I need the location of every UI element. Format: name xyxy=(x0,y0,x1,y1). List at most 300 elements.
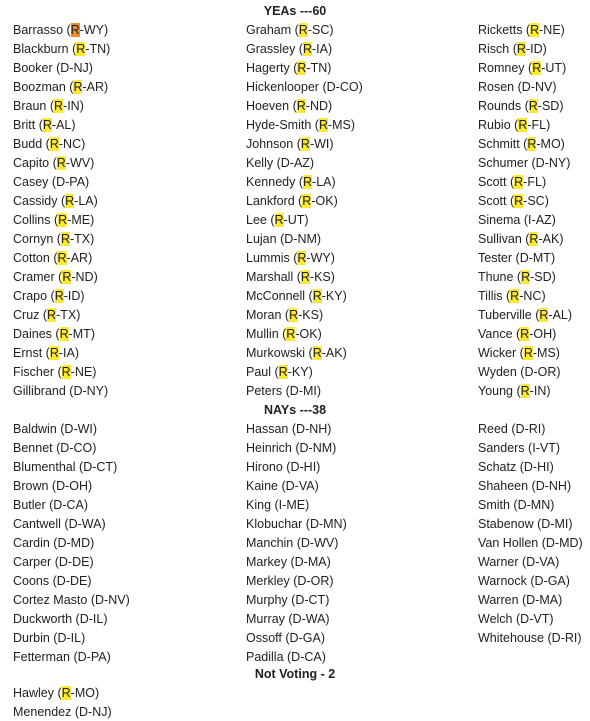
party-letter: R xyxy=(70,23,80,37)
senator-entry: Carper (D-DE) xyxy=(13,555,94,569)
senator-name: Braun xyxy=(13,99,47,113)
senator-entry: Barrasso (R-WY) xyxy=(13,23,109,37)
state-code: MO xyxy=(74,686,95,700)
party-letter: D xyxy=(58,555,68,569)
senator-entry: Van Hollen (D-MD) xyxy=(478,536,583,550)
party-letter: R xyxy=(73,80,83,94)
senator-name: Tester xyxy=(478,251,513,265)
senator-entry: Schatz (D-HI) xyxy=(478,460,554,474)
party-letter: D xyxy=(83,460,93,474)
state-code: UT xyxy=(287,213,305,227)
senator-name: Hoeven xyxy=(246,99,290,113)
senator-name: Daines xyxy=(13,327,52,341)
party-letter: D xyxy=(53,498,63,512)
senator-entry: Lujan (D-NM) xyxy=(246,232,322,246)
state-code: DE xyxy=(69,574,88,588)
party-letter: D xyxy=(56,479,66,493)
party-letter: D xyxy=(289,384,299,398)
state-code: NE xyxy=(74,365,93,379)
party-letter: D xyxy=(519,251,529,265)
senator-name: Brown xyxy=(13,479,49,493)
senator-name: Romney xyxy=(478,61,525,75)
senator-name: Cornyn xyxy=(13,232,54,246)
senator-entry: Lee (R-UT) xyxy=(246,213,309,227)
senator-entry: Shaheen (D-NH) xyxy=(478,479,572,493)
party-letter: R xyxy=(520,327,530,341)
senator-name: Casey xyxy=(13,175,49,189)
senator-name: Cotton xyxy=(13,251,50,265)
state-code: CA xyxy=(304,650,322,664)
party-letter: R xyxy=(61,365,71,379)
senator-entry: Schmitt (R-MO) xyxy=(478,137,565,151)
senator-name: Carper xyxy=(13,555,52,569)
state-code: NY xyxy=(86,384,105,398)
senator-name: Hyde-Smith xyxy=(246,118,312,132)
state-code: ND xyxy=(75,270,94,284)
party-letter: D xyxy=(299,441,309,455)
state-code: MT xyxy=(72,327,91,341)
senator-entry: Peters (D-MI) xyxy=(246,384,322,398)
state-code: CA xyxy=(66,498,84,512)
senator-entry: Young (R-IN) xyxy=(478,384,551,398)
party-letter: D xyxy=(523,460,533,474)
senator-name: Blumenthal xyxy=(13,460,76,474)
senator-name: Budd xyxy=(13,137,43,151)
senator-name: Smith xyxy=(478,498,510,512)
party-letter: D xyxy=(57,536,67,550)
state-code: WI xyxy=(314,137,330,151)
senator-name: Reed xyxy=(478,422,508,436)
senator-name: Bennet xyxy=(13,441,53,455)
senator-name: Klobuchar xyxy=(246,517,303,531)
state-code: OH xyxy=(69,479,89,493)
senator-entry: Durbin (D-IL) xyxy=(13,631,86,645)
senator-name: Johnson xyxy=(246,137,294,151)
senator-name: Paul xyxy=(246,365,272,379)
senator-entry: Mullin (R-OK) xyxy=(246,327,322,341)
party-letter: R xyxy=(510,289,520,303)
party-letter: R xyxy=(297,251,307,265)
state-code: MN xyxy=(530,498,551,512)
senator-entry: Heinrich (D-NM) xyxy=(246,441,337,455)
senator-name: Cramer xyxy=(13,270,55,284)
state-code: TN xyxy=(89,42,107,56)
senator-entry: Graham (R-SC) xyxy=(246,23,334,37)
senator-name: Blackburn xyxy=(13,42,69,56)
senator-name: Scott xyxy=(478,175,507,189)
senator-name: Gillibrand xyxy=(13,384,66,398)
senator-entry: Gillibrand (D-NY) xyxy=(13,384,109,398)
senator-entry: Sanders (I-VT) xyxy=(478,441,561,455)
senator-entry: Collins (R-ME) xyxy=(13,213,95,227)
senator-entry: Duckworth (D-IL) xyxy=(13,612,108,626)
senator-entry: Paul (R-KY) xyxy=(246,365,313,379)
party-letter: R xyxy=(56,156,66,170)
state-code: MD xyxy=(559,536,579,550)
senator-name: Cruz xyxy=(13,308,40,322)
state-code: ME xyxy=(286,498,306,512)
senator-name: Durbin xyxy=(13,631,50,645)
senator-entry: Stabenow (D-MI) xyxy=(478,517,573,531)
party-letter: R xyxy=(76,42,86,56)
senator-name: Moran xyxy=(246,308,282,322)
party-letter: R xyxy=(516,42,526,56)
state-code: MN xyxy=(323,517,343,531)
state-code: IN xyxy=(533,384,547,398)
party-letter: R xyxy=(521,270,531,284)
party-letter: D xyxy=(56,175,66,189)
state-code: OK xyxy=(299,327,318,341)
party-letter: D xyxy=(524,365,534,379)
senator-entry: Risch (R-ID) xyxy=(478,42,547,56)
senator-entry: Murkowski (R-AK) xyxy=(246,346,347,360)
senator-name: Cantwell xyxy=(13,517,61,531)
senator-entry: Bennet (D-CO) xyxy=(13,441,97,455)
state-code: ID xyxy=(530,42,543,56)
senator-name: McConnell xyxy=(246,289,306,303)
senator-name: Barrasso xyxy=(13,23,64,37)
senator-name: Manchin xyxy=(246,536,294,550)
senator-entry: Thune (R-SD) xyxy=(478,270,556,284)
senator-entry: Boozman (R-AR) xyxy=(13,80,109,94)
state-code: MI xyxy=(554,517,569,531)
party-letter: R xyxy=(54,289,64,303)
senator-entry: Hagerty (R-TN) xyxy=(246,61,332,75)
senator-entry: Cassidy (R-LA) xyxy=(13,194,98,208)
senator-name: Stabenow xyxy=(478,517,534,531)
senator-name: Schmitt xyxy=(478,137,520,151)
senator-name: Warner xyxy=(478,555,519,569)
party-letter: R xyxy=(302,194,312,208)
state-code: FL xyxy=(531,118,547,132)
senator-entry: Wyden (D-OR) xyxy=(478,365,561,379)
party-letter: R xyxy=(529,232,539,246)
senator-name: Wicker xyxy=(478,346,517,360)
state-code: SD xyxy=(534,270,552,284)
senator-name: Rosen xyxy=(478,80,515,94)
party-letter: R xyxy=(298,23,308,37)
senator-name: Cortez Masto xyxy=(13,593,88,607)
state-code: PA xyxy=(90,650,107,664)
senator-name: Tillis xyxy=(478,289,503,303)
senator-name: Schatz xyxy=(478,460,517,474)
senator-name: Merkley xyxy=(246,574,290,588)
party-letter: D xyxy=(520,612,530,626)
state-code: VT xyxy=(539,441,556,455)
state-code: MD xyxy=(70,536,91,550)
senator-entry: Smith (D-MN) xyxy=(478,498,555,512)
state-code: OR xyxy=(310,574,330,588)
senator-name: Mullin xyxy=(246,327,279,341)
party-letter: D xyxy=(60,61,70,75)
senator-entry: Cotton (R-AR) xyxy=(13,251,93,265)
state-code: OK xyxy=(315,194,334,208)
senator-name: Kennedy xyxy=(246,175,296,189)
senator-name: Peters xyxy=(246,384,283,398)
state-code: NM xyxy=(297,232,317,246)
state-code: MS xyxy=(332,118,351,132)
party-letter: D xyxy=(535,156,545,170)
senator-name: Booker xyxy=(13,61,53,75)
senator-entry: Menendez (D-NJ) xyxy=(13,705,112,719)
state-code: PA xyxy=(69,175,86,189)
senator-name: Rounds xyxy=(478,99,522,113)
senator-name: Sanders xyxy=(478,441,525,455)
party-letter: D xyxy=(545,536,555,550)
senator-entry: Tillis (R-NC) xyxy=(478,289,546,303)
state-code: MA xyxy=(307,555,327,569)
state-code: NH xyxy=(548,479,567,493)
state-code: MI xyxy=(302,384,317,398)
senator-entry: Kelly (D-AZ) xyxy=(246,156,315,170)
state-code: WV xyxy=(69,156,91,170)
senator-entry: Murphy (D-CT) xyxy=(246,593,330,607)
senator-name: Capito xyxy=(13,156,50,170)
state-code: NH xyxy=(309,422,328,436)
party-letter: D xyxy=(551,631,561,645)
state-code: GA xyxy=(302,631,321,645)
party-letter: D xyxy=(285,479,295,493)
state-code: CO xyxy=(339,80,359,94)
senator-name: Butler xyxy=(13,498,46,512)
senator-entry: Kaine (D-VA) xyxy=(246,479,319,493)
state-code: AL xyxy=(552,308,568,322)
party-letter: R xyxy=(514,194,524,208)
state-code: KY xyxy=(291,365,309,379)
state-code: DE xyxy=(72,555,90,569)
state-code: NC xyxy=(63,137,82,151)
senator-entry: Fischer (R-NE) xyxy=(13,365,97,379)
party-letter: R xyxy=(62,270,72,284)
senator-entry: Johnson (R-WI) xyxy=(246,137,334,151)
senator-entry: Hoeven (R-ND) xyxy=(246,99,333,113)
state-code: TX xyxy=(74,232,91,246)
senator-entry: Romney (R-UT) xyxy=(478,61,567,75)
senator-entry: Scott (R-SC) xyxy=(478,194,549,208)
party-letter: R xyxy=(539,308,549,322)
state-code: AZ xyxy=(293,156,310,170)
senator-entry: Murray (D-WA) xyxy=(246,612,330,626)
party-letter: D xyxy=(526,593,536,607)
senator-entry: Cantwell (D-WA) xyxy=(13,517,106,531)
senator-entry: Hassan (D-NH) xyxy=(246,422,332,436)
party-letter: R xyxy=(49,137,59,151)
party-letter: D xyxy=(309,517,319,531)
senator-entry: Warnock (D-GA) xyxy=(478,574,570,588)
party-letter: I xyxy=(528,213,532,227)
party-letter: D xyxy=(535,479,545,493)
senator-name: Murphy xyxy=(246,593,288,607)
state-code: UT xyxy=(545,61,563,75)
state-code: IL xyxy=(92,612,104,626)
senator-entry: Baldwin (D-WI) xyxy=(13,422,98,436)
party-letter: D xyxy=(515,422,525,436)
senator-entry: Hirono (D-HI) xyxy=(246,460,321,474)
senator-name: Cardin xyxy=(13,536,50,550)
party-letter: R xyxy=(312,346,322,360)
senator-name: Van Hollen xyxy=(478,536,539,550)
state-code: MS xyxy=(537,346,556,360)
senator-entry: Kennedy (R-LA) xyxy=(246,175,336,189)
state-code: NM xyxy=(312,441,333,455)
party-letter: D xyxy=(295,593,305,607)
state-code: SC xyxy=(527,194,545,208)
senator-name: Lujan xyxy=(246,232,277,246)
senator-name: Hagerty xyxy=(246,61,290,75)
state-code: MA xyxy=(539,593,559,607)
state-code: KS xyxy=(314,270,331,284)
party-letter: R xyxy=(300,137,310,151)
senator-name: Padilla xyxy=(246,650,284,664)
senator-entry: Hyde-Smith (R-MS) xyxy=(246,118,356,132)
state-code: KS xyxy=(302,308,319,322)
senator-entry: Wicker (R-MS) xyxy=(478,346,560,360)
senator-entry: Warner (D-VA) xyxy=(478,555,560,569)
senator-name: Kaine xyxy=(246,479,278,493)
senator-entry: Daines (R-MT) xyxy=(13,327,95,341)
party-letter: R xyxy=(54,99,64,113)
party-letter: R xyxy=(58,213,68,227)
party-letter: R xyxy=(520,384,530,398)
senator-entry: Coons (D-DE) xyxy=(13,574,92,588)
party-letter: R xyxy=(528,99,538,113)
party-letter: I xyxy=(278,498,283,512)
party-letter: R xyxy=(278,365,288,379)
party-letter: D xyxy=(280,156,290,170)
senator-entry: Grassley (R-IA) xyxy=(246,42,333,56)
party-letter: R xyxy=(312,289,322,303)
party-letter: R xyxy=(65,194,75,208)
senator-entry: Warren (D-MA) xyxy=(478,593,563,607)
state-code: HI xyxy=(537,460,550,474)
party-letter: D xyxy=(521,80,531,94)
senator-entry: Klobuchar (D-MN) xyxy=(246,517,347,531)
party-letter: R xyxy=(303,175,313,189)
senator-entry: Booker (D-NJ) xyxy=(13,61,93,75)
senator-name: Duckworth xyxy=(13,612,73,626)
state-code: RI xyxy=(564,631,578,645)
senator-name: Markey xyxy=(246,555,287,569)
state-code: WV xyxy=(314,536,335,550)
party-letter: D xyxy=(79,705,89,719)
party-letter: R xyxy=(518,118,528,132)
senator-name: Warnock xyxy=(478,574,527,588)
senator-entry: Padilla (D-CA) xyxy=(246,650,326,664)
senator-entry: Ernst (R-IA) xyxy=(13,346,80,360)
party-letter: R xyxy=(57,251,67,265)
senator-entry: Hawley (R-MO) xyxy=(13,686,100,700)
party-letter: D xyxy=(60,441,70,455)
senator-entry: Hickenlooper (D-CO) xyxy=(246,80,363,94)
party-letter: D xyxy=(526,555,536,569)
party-letter: R xyxy=(42,118,52,132)
state-code: WY xyxy=(83,23,105,37)
state-code: RI xyxy=(528,422,542,436)
state-code: HI xyxy=(303,460,317,474)
senator-entry: Marshall (R-KS) xyxy=(246,270,335,284)
state-code: AK xyxy=(542,232,560,246)
senator-name: Hawley xyxy=(13,686,54,700)
senator-name: Young xyxy=(478,384,513,398)
party-letter: D xyxy=(292,612,302,626)
party-letter: D xyxy=(68,517,78,531)
senator-name: King xyxy=(246,498,272,512)
party-letter: D xyxy=(284,232,294,246)
senator-name: Marshall xyxy=(246,270,294,284)
party-letter: D xyxy=(517,498,527,512)
state-code: NY xyxy=(548,156,567,170)
senator-name: Lummis xyxy=(246,251,290,265)
state-code: IN xyxy=(67,99,80,113)
senator-entry: Rubio (R-FL) xyxy=(478,118,551,132)
state-code: OR xyxy=(537,365,557,379)
state-code: SC xyxy=(312,23,330,37)
party-letter: D xyxy=(541,517,551,531)
party-letter: R xyxy=(289,308,299,322)
senator-name: Ossoff xyxy=(246,631,282,645)
state-code: VT xyxy=(533,612,550,626)
state-code: NV xyxy=(108,593,126,607)
senator-entry: Cornyn (R-TX) xyxy=(13,232,95,246)
senator-name: Lankford xyxy=(246,194,295,208)
senator-name: Boozman xyxy=(13,80,66,94)
senator-name: Hassan xyxy=(246,422,289,436)
senator-entry: Vance (R-OH) xyxy=(478,327,557,341)
state-code: LA xyxy=(316,175,332,189)
senator-name: Sinema xyxy=(478,213,521,227)
party-letter: R xyxy=(300,270,310,284)
state-code: AL xyxy=(56,118,72,132)
senator-name: Vance xyxy=(478,327,513,341)
senator-entry: Cortez Masto (D-NV) xyxy=(13,593,130,607)
senator-entry: Crapo (R-ID) xyxy=(13,289,85,303)
state-code: FL xyxy=(527,175,542,189)
party-letter: R xyxy=(286,327,296,341)
senator-entry: Budd (R-NC) xyxy=(13,137,86,151)
senator-name: Coons xyxy=(13,574,50,588)
party-letter: R xyxy=(318,118,328,132)
state-code: TN xyxy=(310,61,328,75)
senator-name: Wyden xyxy=(478,365,517,379)
senator-entry: Brown (D-OH) xyxy=(13,479,93,493)
senator-name: Whitehouse xyxy=(478,631,545,645)
state-code: AR xyxy=(86,80,105,94)
senator-entry: Casey (D-PA) xyxy=(13,175,90,189)
senator-entry: Merkley (D-OR) xyxy=(246,574,334,588)
senator-entry: Scott (R-FL) xyxy=(478,175,547,189)
senator-name: Baldwin xyxy=(13,422,57,436)
state-code: ND xyxy=(309,99,328,113)
senator-name: Menendez xyxy=(13,705,72,719)
state-code: NJ xyxy=(73,61,89,75)
senator-entry: Tuberville (R-AL) xyxy=(478,308,573,322)
party-letter: D xyxy=(297,574,307,588)
senator-entry: King (I-ME) xyxy=(246,498,310,512)
party-letter: D xyxy=(94,593,105,607)
senator-name: Ricketts xyxy=(478,23,523,37)
section-title: YEAs ---60 xyxy=(263,4,327,18)
senator-entry: Reed (D-RI) xyxy=(478,422,546,436)
senator-entry: Markey (D-MA) xyxy=(246,555,331,569)
senator-name: Risch xyxy=(478,42,510,56)
senator-entry: Britt (R-AL) xyxy=(13,118,76,132)
party-letter: R xyxy=(49,346,59,360)
party-letter: R xyxy=(532,61,542,75)
senator-entry: Moran (R-KS) xyxy=(246,308,324,322)
senator-entry: Lankford (R-OK) xyxy=(246,194,338,208)
state-code: WA xyxy=(81,517,102,531)
state-code: VA xyxy=(539,555,556,569)
